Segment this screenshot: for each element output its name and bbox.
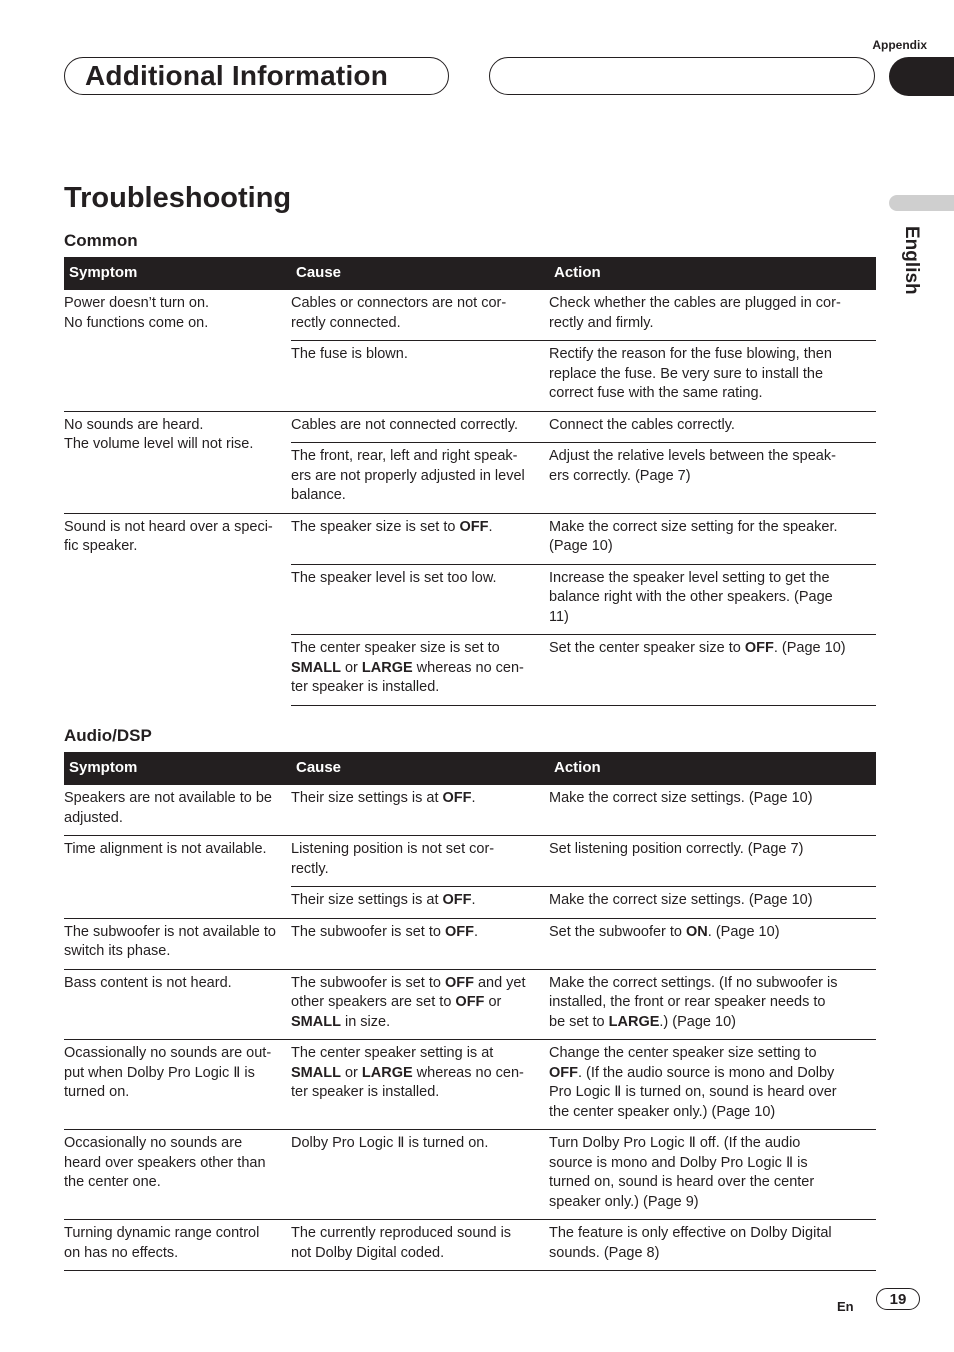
- cause-cell: The center speaker size is set to SMALL or LARGE whereas no cen- ter speaker is installed.: [291, 635, 549, 706]
- action-cell: Make the correct size setting for the speaker. (Page 10): [549, 513, 876, 564]
- section-header: [64, 57, 449, 95]
- header-pill-blank: [489, 57, 875, 95]
- cause-cell: Their size settings is at OFF.: [291, 785, 549, 836]
- action-cell: Change the center speaker size setting to OFF. (If the audio source is mono and Dolby Pro Logic Ⅱ is turned on, sound is heard over the center speaker only.) (Page 10): [549, 1040, 876, 1130]
- symptom-cell: Bass content is not heard.: [64, 969, 291, 1040]
- language-tab: [889, 195, 954, 211]
- cause-cell: The subwoofer is set to OFF and yet other speakers are set to OFF or SMALL in size.: [291, 969, 549, 1040]
- action-cell: Rectify the reason for the fuse blowing, then replace the fuse. Be very sure to install the correct fuse with the same rating.: [549, 341, 876, 412]
- action-cell: Set the subwoofer to ON. (Page 10): [549, 918, 876, 969]
- action-cell: Make the correct size settings. (Page 10): [549, 785, 876, 836]
- symptom-cell: Sound is not heard over a speci- fic speaker.: [64, 513, 291, 705]
- column-header-symptom: Symptom: [64, 752, 291, 785]
- column-header-action: Action: [549, 752, 876, 785]
- side-language-label: English: [901, 226, 922, 295]
- symptom-cell: The subwoofer is not available to switch its phase.: [64, 918, 291, 969]
- column-header-cause: Cause: [291, 257, 549, 290]
- cause-cell: Their size settings is at OFF.: [291, 887, 549, 919]
- cause-cell: Listening position is not set cor- rectly.: [291, 836, 549, 887]
- table-row: [64, 290, 876, 341]
- cause-cell: The currently reproduced sound is not Dolby Digital coded.: [291, 1220, 549, 1271]
- section-tab: [889, 57, 954, 96]
- table-header-row: [64, 257, 876, 290]
- cause-cell: The speaker size is set to OFF.: [291, 513, 549, 564]
- symptom-cell: Ocassionally no sounds are out- put when Dolby Pro Logic Ⅱ is turned on.: [64, 1040, 291, 1130]
- appendix-label: Appendix: [872, 38, 927, 52]
- cause-cell: The speaker level is set too low.: [291, 564, 549, 635]
- section-title: Additional Information: [85, 60, 389, 91]
- symptom-cell: Power doesn’t turn on. No functions come on.: [64, 290, 291, 412]
- page-number: 19: [889, 1290, 907, 1308]
- cause-cell: The fuse is blown.: [291, 341, 549, 412]
- table-header-row: [64, 752, 876, 785]
- symptom-cell: Turning dynamic range control on has no effects.: [64, 1220, 291, 1271]
- symptom-cell: Time alignment is not available.: [64, 836, 291, 919]
- cause-cell: Cables or connectors are not cor- rectly connected.: [291, 290, 549, 341]
- symptom-cell: Occasionally no sounds are heard over speakers other than the center one.: [64, 1130, 291, 1220]
- table-row: [64, 918, 876, 969]
- symptom-cell: Speakers are not available to be adjusted.: [64, 785, 291, 836]
- action-cell: Check whether the cables are plugged in cor- rectly and firmly.: [549, 290, 876, 341]
- table-title-common: Common: [64, 231, 138, 250]
- table-row: [64, 836, 876, 887]
- column-header-action: Action: [549, 257, 876, 290]
- action-cell: Adjust the relative levels between the speak- ers correctly. (Page 7): [549, 443, 876, 514]
- page-title: Troubleshooting: [64, 182, 292, 214]
- column-header-cause: Cause: [291, 752, 549, 785]
- cause-cell: The subwoofer is set to OFF.: [291, 918, 549, 969]
- action-cell: The feature is only effective on Dolby Digital sounds. (Page 8): [549, 1220, 876, 1271]
- table-title-audio-dsp: Audio/DSP: [64, 726, 152, 745]
- table-row: [64, 411, 876, 443]
- table-row: [64, 1040, 876, 1130]
- troubleshooting-table-common: [64, 257, 876, 706]
- table-row: [64, 969, 876, 1040]
- footer-language-code: En: [837, 1299, 854, 1314]
- cause-cell: Dolby Pro Logic Ⅱ is turned on.: [291, 1130, 549, 1220]
- action-cell: Make the correct size settings. (Page 10): [549, 887, 876, 919]
- action-cell: Turn Dolby Pro Logic Ⅱ off. (If the audio source is mono and Dolby Pro Logic Ⅱ is turned on, sound is heard over the center speaker only.) (Page 9): [549, 1130, 876, 1220]
- action-cell: Connect the cables correctly.: [549, 411, 876, 443]
- action-cell: Set the center speaker size to OFF. (Page 10): [549, 635, 876, 706]
- action-cell: Set listening position correctly. (Page 7): [549, 836, 876, 887]
- cause-cell: The center speaker setting is at SMALL or LARGE whereas no cen- ter speaker is installed.: [291, 1040, 549, 1130]
- action-cell: Increase the speaker level setting to get the balance right with the other speakers. (Page 11): [549, 564, 876, 635]
- page-number-badge: [876, 1288, 920, 1310]
- table-row: [64, 1220, 876, 1271]
- troubleshooting-table-audio-dsp: [64, 752, 876, 1271]
- cause-cell: The front, rear, left and right speak- ers are not properly adjusted in level balance.: [291, 443, 549, 514]
- column-header-symptom: Symptom: [64, 257, 291, 290]
- table-row: [64, 785, 876, 836]
- table-row: [64, 513, 876, 564]
- symptom-cell: No sounds are heard. The volume level will not rise.: [64, 411, 291, 513]
- action-cell: Make the correct settings. (If no subwoofer is installed, the front or rear speaker needs to be set to LARGE.) (Page 10): [549, 969, 876, 1040]
- cause-cell: Cables are not connected correctly.: [291, 411, 549, 443]
- table-row: [64, 1130, 876, 1220]
